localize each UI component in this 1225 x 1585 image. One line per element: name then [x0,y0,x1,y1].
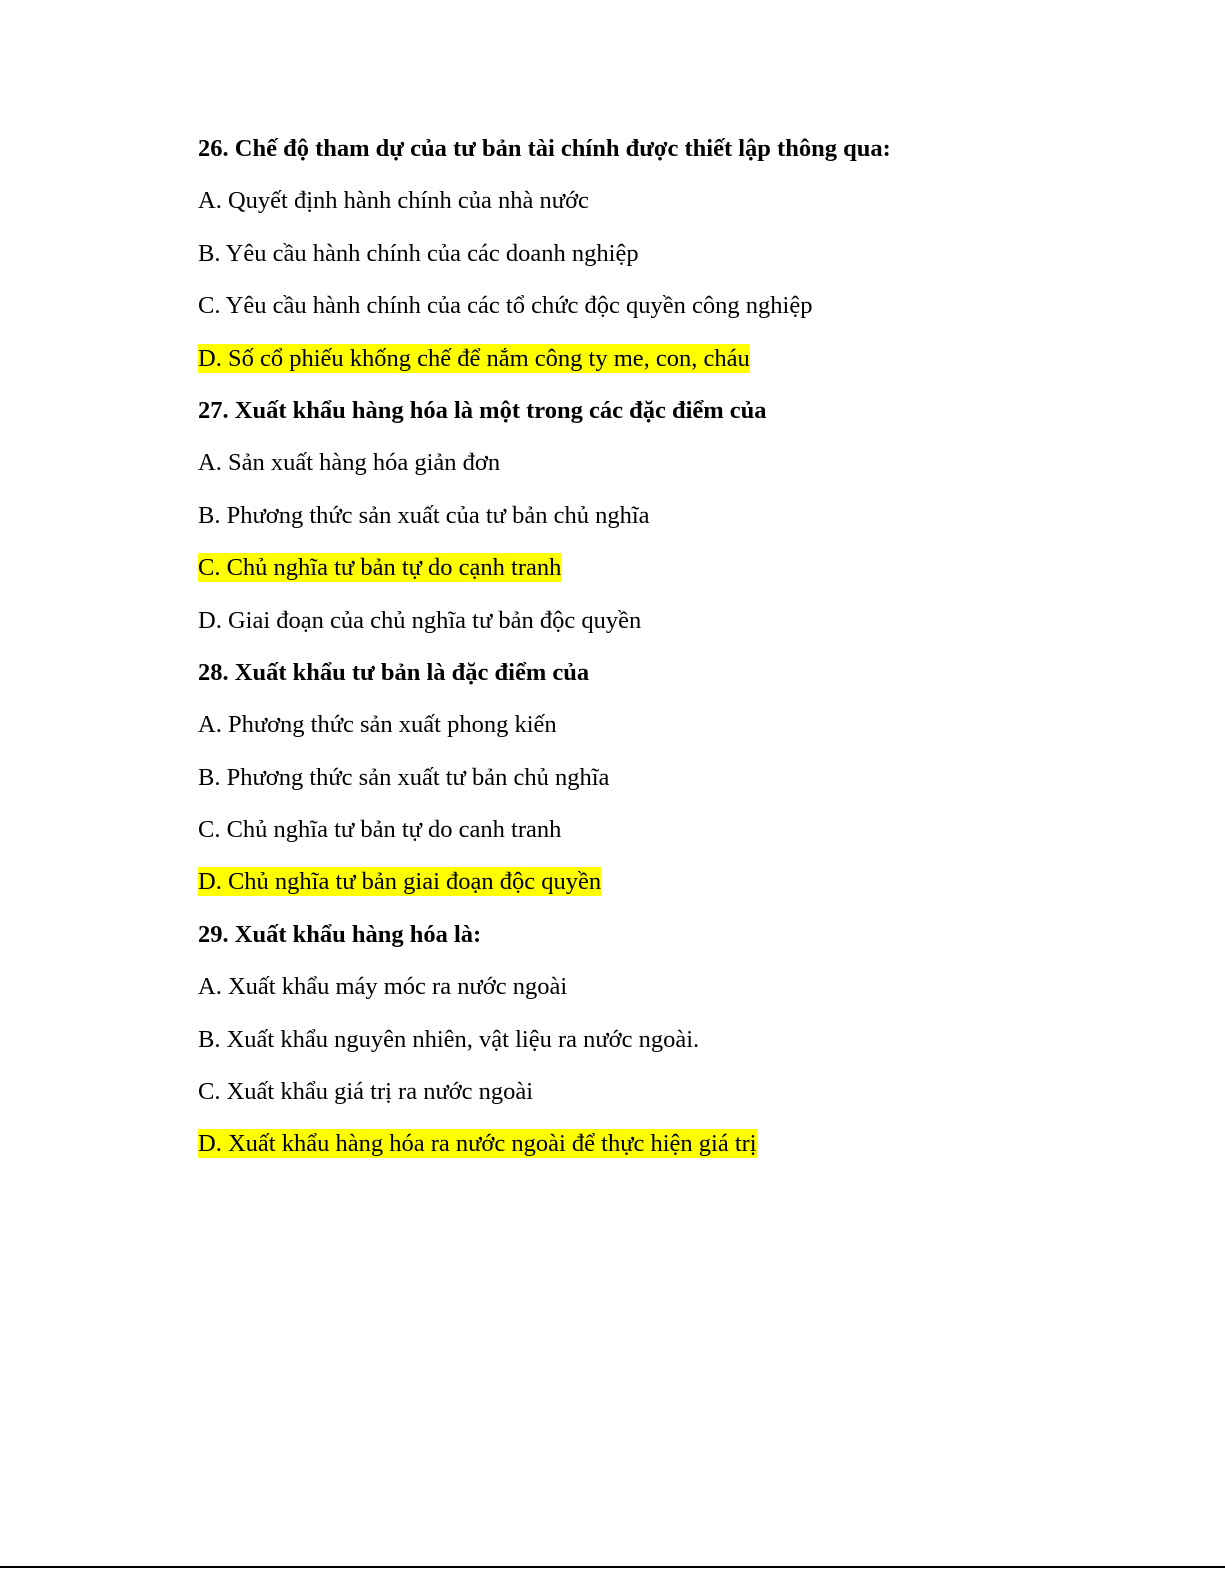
question-27-option-d: D. Giai đoạn của chủ nghĩa tư bản độc quyền [198,606,642,634]
question-29-option-d-highlighted: D. Xuất khẩu hàng hóa ra nước ngoài để thực hiện giá trị [198,1130,757,1158]
question-28: 28. Xuất khẩu tư bản là đặc điểm của [198,658,590,686]
question-26-option-a: A. Quyết định hành chính của nhà nước [198,187,589,215]
question-29-option-c: C. Xuất khẩu giá trị ra nước ngoài [198,1078,534,1106]
question-27-option-c-highlighted: C. Chủ nghĩa tư bản tự do cạnh tranh [198,554,562,582]
question-26: 26. Chế độ tham dự của tư bản tài chính được thiết lập thông qua: [198,135,891,162]
question-29-option-a: A. Xuất khẩu máy móc ra nước ngoài [198,973,568,1001]
question-28-option-a: A. Phương thức sản xuất phong kiến [198,711,557,739]
quiz-content [198,128,1158,1176]
question-27: 27. Xuất khẩu hàng hóa là một trong các đặc điểm của [198,396,767,424]
question-27-option-a: A. Sản xuất hàng hóa giản đơn [198,449,501,477]
question-28-option-d-highlighted: D. Chủ nghĩa tư bản giai đoạn độc quyền [198,868,602,896]
question-26-option-b: B. Yêu cầu hành chính của các doanh nghiệp [198,239,639,267]
question-26-option-d-highlighted: D. Số cổ phiếu khống chế để nắm công ty me, con, cháu [198,344,750,372]
question-29: 29. Xuất khẩu hàng hóa là: [198,920,482,948]
question-29-option-b: B. Xuất khẩu nguyên nhiên, vật liệu ra nước ngoài. [198,1025,700,1053]
question-27-option-b: B. Phương thức sản xuất của tư bản chủ nghĩa [198,501,650,529]
page-bottom-border [0,1566,1225,1568]
question-26-option-c: C. Yêu cầu hành chính của các tổ chức độc quyền công nghiệp [198,292,813,320]
question-28-option-b: B. Phương thức sản xuất tư bản chủ nghĩa [198,763,610,791]
question-28-option-c: C. Chủ nghĩa tư bản tự do canh tranh [198,816,562,844]
